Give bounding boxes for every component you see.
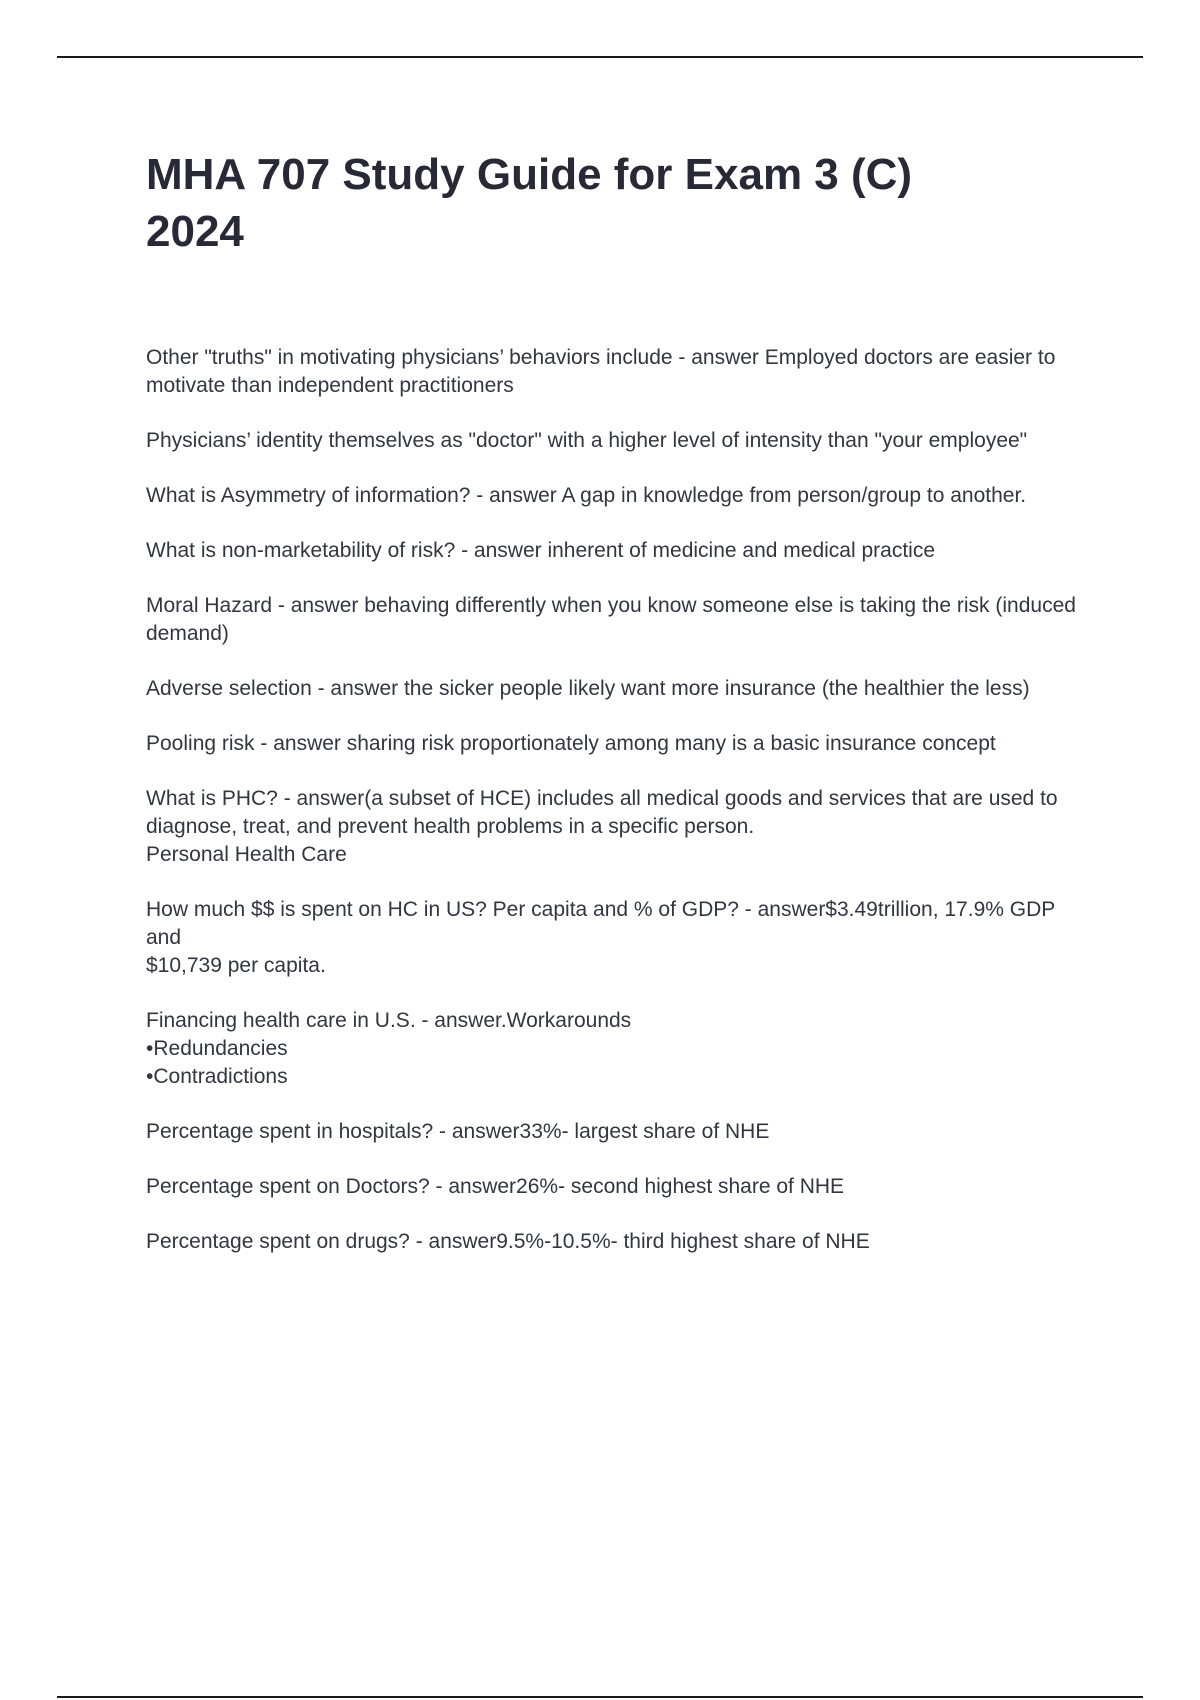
document-title (146, 146, 1086, 260)
qa-entry (146, 344, 1086, 400)
entry-line: Percentage spent on Doctors? - answer26%- second highest share of NHE (146, 1175, 845, 1198)
top-rule (57, 56, 1143, 58)
entry-line: Physicians’ identity themselves as "doctor" with a higher level of intensity than "your employee" (146, 429, 1028, 452)
entry-line: Pooling risk - answer sharing risk proportionately among many is a basic insurance concept (146, 732, 996, 755)
bullet-line: •Contradictions (146, 1065, 288, 1088)
bottom-rule (57, 1696, 1143, 1698)
entry-line: Moral Hazard - answer behaving differently when you know someone else is taking the risk (induced demand) (146, 594, 1076, 645)
entry-line: What is PHC? - answer(a subset of HCE) includes all medical goods and services that are used to diagnose, treat, and prevent health problems in a specific person. (146, 787, 1058, 838)
qa-entry (146, 1118, 1086, 1146)
qa-entry (146, 896, 1086, 980)
qa-entry (146, 785, 1086, 869)
bullet-line: •Redundancies (146, 1037, 288, 1060)
entry-line: Other "truths" in motivating physicians’ behaviors include - answer Employed doctors are easier to motivate than independent practitioners (146, 346, 1056, 397)
qa-entry (146, 675, 1086, 703)
qa-entry (146, 427, 1086, 455)
qa-entry (146, 537, 1086, 565)
qa-list (146, 344, 1086, 1256)
entry-line: $10,739 per capita. (146, 954, 326, 977)
document-body (146, 146, 1086, 1283)
entry-line: Personal Health Care (146, 843, 347, 866)
entry-line: Financing health care in U.S. - answer.Workarounds (146, 1009, 632, 1032)
entry-line: Adverse selection - answer the sicker people likely want more insurance (the healthier the less) (146, 677, 1030, 700)
qa-entry (146, 1173, 1086, 1201)
entry-line: What is Asymmetry of information? - answer A gap in knowledge from person/group to another. (146, 484, 1027, 507)
qa-entry (146, 730, 1086, 758)
title-line: 2024 (146, 207, 244, 256)
entry-line: Percentage spent in hospitals? - answer33%- largest share of NHE (146, 1120, 770, 1143)
qa-entry (146, 592, 1086, 648)
entry-line: What is non-marketability of risk? - answer inherent of medicine and medical practice (146, 539, 936, 562)
qa-entry (146, 482, 1086, 510)
entry-line: How much $$ is spent on HC in US? Per capita and % of GDP? - answer$3.49trillion, 17.9% GDP and (146, 898, 1055, 949)
qa-entry (146, 1007, 1086, 1091)
qa-entry (146, 1228, 1086, 1256)
entry-line: Percentage spent on drugs? - answer9.5%-10.5%- third highest share of NHE (146, 1230, 870, 1253)
title-line: MHA 707 Study Guide for Exam 3 (C) (146, 150, 913, 199)
